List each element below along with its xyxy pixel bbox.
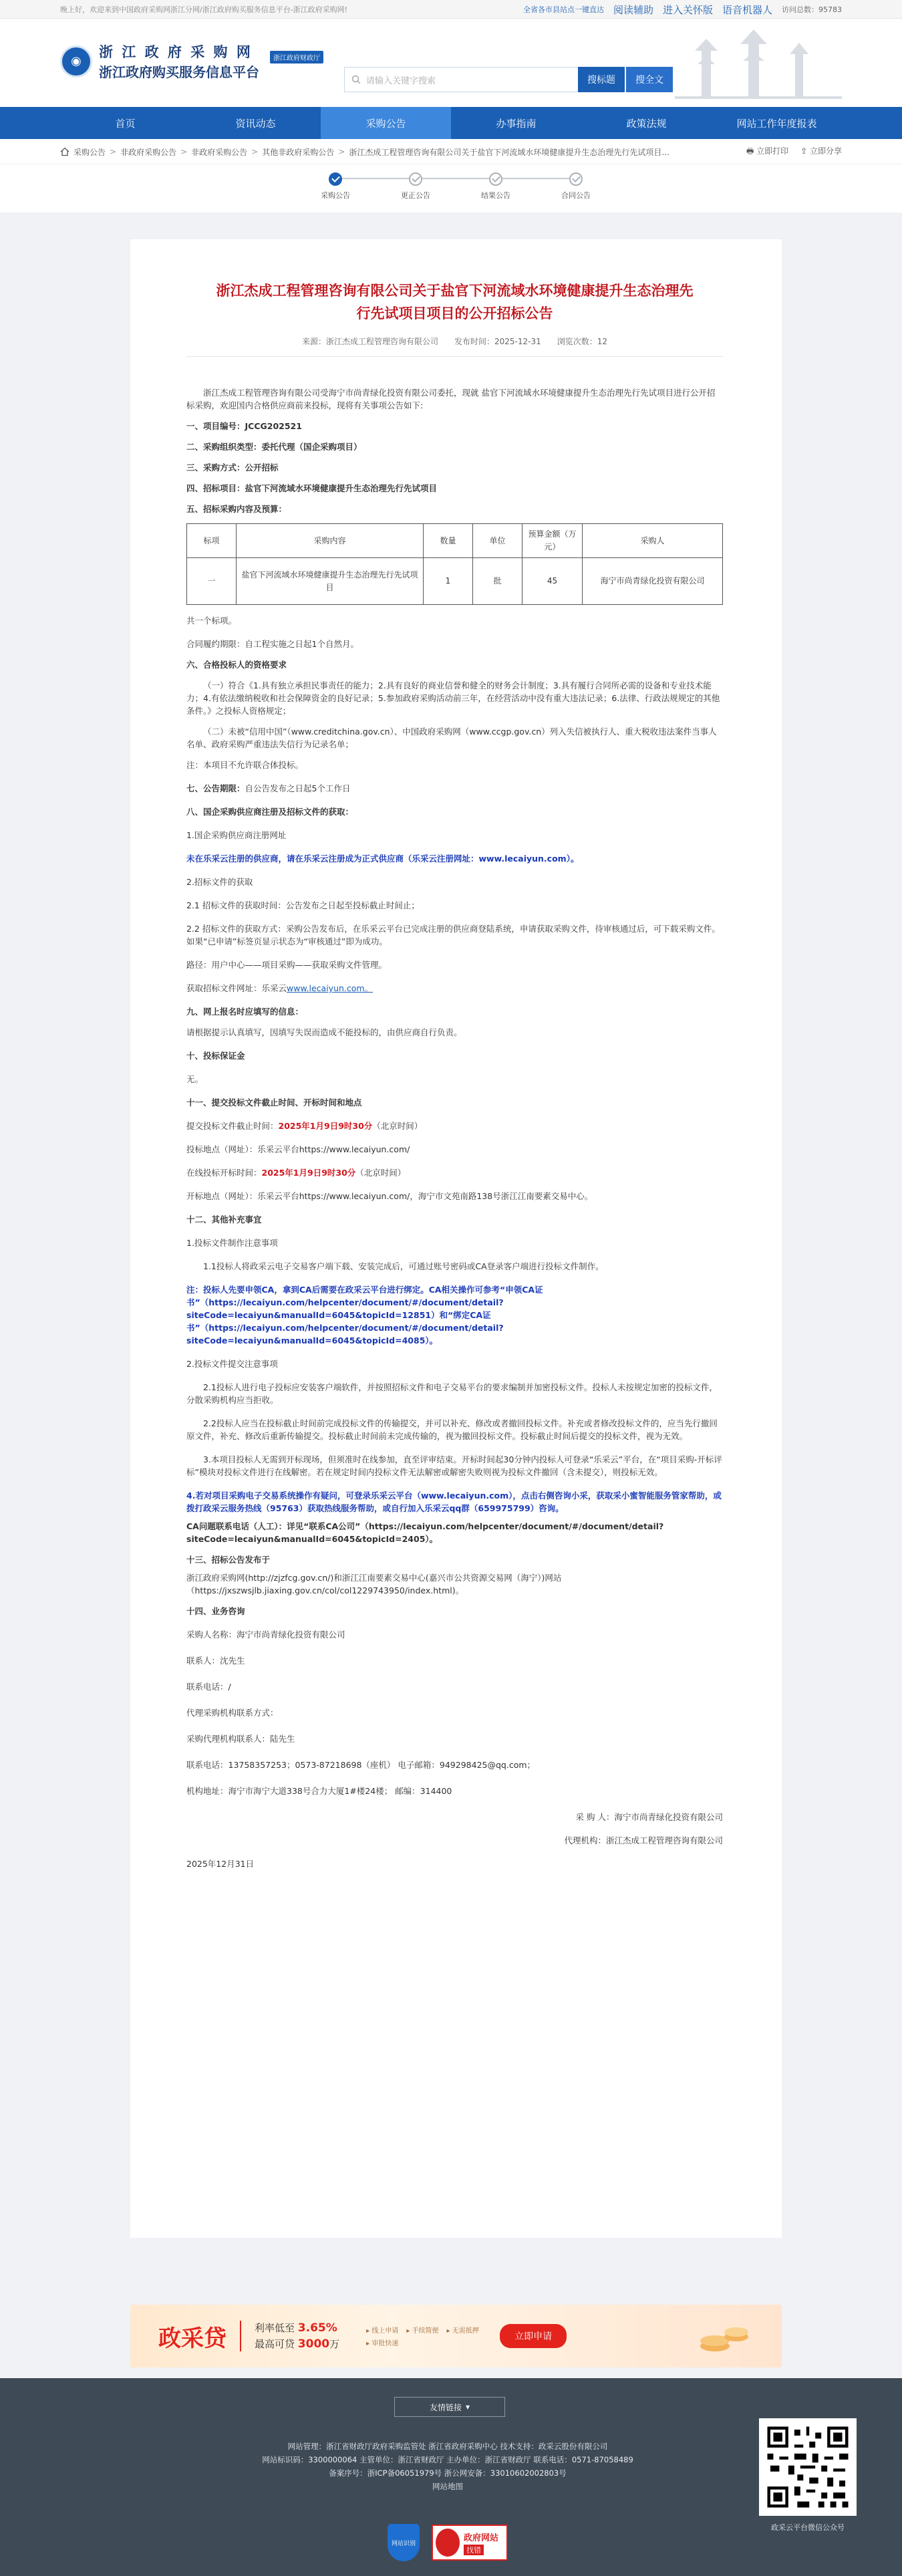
crumb-item[interactable]: 非政府采购公告 bbox=[191, 147, 248, 157]
ca-note[interactable]: 注：投标人先要申领CA，拿到CA后需要在政采云平台进行绑定。CA相关操作可参考“申领CA证书”（https://lecaiyun.com/helpcenter/document/#/document/detail?siteCode=lecaiyun&manualId=6045&topicId=12851）和“绑定CA证书”（https://lecaiyun.com/helpcenter/document/#/document/detail?siteCode=lecaiyun&manualId=6045&topicId=4085）。 bbox=[186, 1285, 543, 1345]
signature-agency: 代理机构：浙江杰成工程管理咨询有限公司 bbox=[564, 1835, 723, 1845]
search-title-button[interactable]: 搜标题 bbox=[578, 67, 625, 92]
visit-counter: 访问总数：95783 bbox=[782, 5, 842, 14]
intro: 浙江杰成工程管理咨询有限公司受海宁市尚青绿化投资有限公司委托，现就 盐官下河流域水环境健康提升生态治理先行先试项目进行公开招标采购，欢迎国内合格供应商前来投标，现将有关事项公告如下: bbox=[186, 388, 716, 410]
logo-tag: 浙江政府财政厅 bbox=[270, 51, 323, 63]
step-procurement[interactable]: 采购公告 bbox=[309, 172, 362, 201]
nav-news[interactable]: 资讯动态 bbox=[235, 117, 276, 130]
table-header: 预算金额（万元） bbox=[522, 524, 583, 558]
footer-badges bbox=[388, 2524, 508, 2561]
banner-features: ▸ 线上申请 ▸ 手续简便 ▸ 无需抵押 ▸ 审批快速 bbox=[366, 2327, 479, 2347]
apply-now-button[interactable]: 立即申请 bbox=[500, 2324, 567, 2348]
budget-table bbox=[186, 523, 723, 605]
footer-info: 网站管理：浙江省财政厅政府采购监管处 浙江省政府采购中心 技术支持：政采云股份有限公司 网站标识码：3300000064 主管单位：浙江省财政厅 主办单位：浙江省财政厅 联系电话：0571-87058489 备案序号：浙ICP备06051979号 浙公网安备：33010602002803号 网站地图 bbox=[134, 2440, 762, 2493]
nav-home[interactable]: 首页 bbox=[115, 117, 136, 130]
lecaiyun-link[interactable]: www.lecaiyun.com。 bbox=[287, 983, 373, 993]
pagoda-decoration-icon bbox=[675, 24, 842, 104]
deadline-time: 2025年1月9日9时30分 bbox=[278, 1121, 373, 1131]
search-fulltext-button[interactable]: 搜全文 bbox=[626, 67, 673, 92]
nav-annual-report[interactable]: 网站工作年度报表 bbox=[736, 117, 817, 130]
view-count: 浏览次数：12 bbox=[557, 337, 608, 346]
page-title: 浙江杰成工程管理咨询有限公司关于盐官下河流域水环境健康提升生态治理先行先试项目项目的公开招标公告 bbox=[216, 283, 694, 321]
banner-rates: 利率低至 3.65% 最高可贷 3000万 bbox=[255, 2321, 340, 2351]
step-correction[interactable]: 更正公告 bbox=[389, 172, 442, 201]
table-row: 一 盐官下河流域水环境健康提升生态治理先行先试项目 1 批 45 海宁市尚青绿化投资有限公司 bbox=[187, 558, 723, 605]
banner-brand: 政采贷 bbox=[158, 2325, 227, 2352]
friend-links-dropdown[interactable]: 友情链接 ▾ bbox=[394, 2397, 505, 2417]
table-header: 采购内容 bbox=[237, 524, 424, 558]
breadcrumb: 采购公告 > 非政府采购公告 > 非政府采购公告 > 其他非政府采购公告 > 浙江杰成工程管理咨询有限公司关于盐官下河流域水环境健康提升生态治理先行先试项目... 🖶 立即打印 ⇪ 立即分享 bbox=[0, 139, 902, 164]
table-header: 标项 bbox=[187, 524, 237, 558]
logo-title: 浙 江 政 府 采 购 网 bbox=[99, 43, 253, 60]
chevron-down-icon: ▾ bbox=[465, 2402, 470, 2412]
table-header: 单位 bbox=[473, 524, 522, 558]
notice-progress-steps bbox=[0, 164, 902, 213]
check-icon bbox=[489, 172, 502, 186]
check-icon bbox=[569, 172, 583, 186]
publish-time: 发布时间：2025-12-31 bbox=[454, 337, 541, 346]
loan-banner[interactable] bbox=[130, 2305, 782, 2367]
opening-time: 2025年1月9日9时30分 bbox=[261, 1168, 356, 1178]
topbar bbox=[0, 0, 902, 19]
nav-procurement-notices[interactable]: 采购公告 bbox=[321, 107, 451, 139]
home-icon bbox=[60, 147, 69, 156]
site-logo[interactable] bbox=[60, 41, 323, 81]
check-icon bbox=[409, 172, 422, 186]
search-input[interactable]: 请输入关键字搜索 bbox=[344, 67, 578, 92]
footer bbox=[0, 2378, 902, 2576]
article-source: 来源：浙江杰成工程管理咨询有限公司 bbox=[301, 337, 438, 346]
notice-date: 2025年12月31日 bbox=[186, 1859, 255, 1869]
nav-guide[interactable]: 办事指南 bbox=[496, 117, 537, 130]
all-sites-link[interactable]: 全省各市县站点一键直达 bbox=[522, 5, 604, 14]
crumb-current: 浙江杰成工程管理咨询有限公司关于盐官下河流域水环境健康提升生态治理先行先试项目... bbox=[349, 147, 669, 157]
sitemap-link[interactable]: 网站地图 bbox=[432, 2482, 463, 2491]
coins-icon bbox=[695, 2313, 755, 2359]
crumb-item[interactable]: 非政府采购公告 bbox=[120, 147, 177, 157]
check-icon bbox=[329, 172, 342, 186]
header bbox=[0, 19, 902, 107]
site-id-badge-icon[interactable]: 网站识别 bbox=[388, 2524, 420, 2561]
gov-site-error-report-badge[interactable]: 政府网站 找错 bbox=[432, 2525, 508, 2561]
care-mode-link[interactable]: 进入关怀版 bbox=[662, 3, 713, 16]
crumb-item[interactable]: 采购公告 bbox=[73, 147, 106, 157]
search-icon bbox=[351, 75, 361, 84]
emblem-icon: ◉ bbox=[60, 45, 92, 78]
main-nav bbox=[0, 107, 902, 139]
article bbox=[130, 239, 782, 2238]
voice-robot-link[interactable]: 语音机器人 bbox=[722, 3, 772, 16]
step-result[interactable]: 结果公告 bbox=[469, 172, 522, 201]
qr-code-icon bbox=[759, 2418, 857, 2516]
step-contract[interactable]: 合同公告 bbox=[549, 172, 603, 201]
welcome-text: 晚上好，欢迎来到中国政府采购网浙江分网/浙江政府购买服务信息平台-浙江政府采购网! bbox=[60, 5, 348, 14]
nav-policy[interactable]: 政策法规 bbox=[626, 117, 667, 130]
share-button[interactable]: ⇪ 立即分享 bbox=[800, 146, 842, 156]
table-header: 数量 bbox=[424, 524, 473, 558]
search-bar bbox=[344, 67, 673, 92]
ca-contact[interactable]: CA问题联系电话（人工）：详见“联系CA公司”（https://lecaiyun.com/helpcenter/document/#/document/detail?siteCode=lecaiyun&manualId=6045&topicId=2405）。 bbox=[186, 1521, 664, 1544]
national-emblem-icon bbox=[436, 2529, 460, 2557]
article-body: 浙江杰成工程管理咨询有限公司受海宁市尚青绿化投资有限公司委托，现就 盐官下河流域水环境健康提升生态治理先行先试项目进行公开招标采购，欢迎国内合格供应商前来投标，现将有关事项公告如下: 一、项目编号：JCCG202521 二、采购组织类型：委托代理（国企采购项目） 三、采购方式：公开招标 四、招标项目：盐官下河流域水环境健康提升生态治理先行先试项目 五、招标采购内容及预算： 标项 采购内容 数量 单位 预算金额（万元） 采购人 一 盐官下河流域水环境健康提升生态治理先行先试项目 1 批 45 海宁市尚青绿化投资有限公司 共一个标项。 合同履约期限：自工程实施之日起1个自然月。 六、合格投标人的资格要求 （一）符合《1.具有独立承担民事责任的能力；2.具有良好的商业信誉和健全的财务会计制度；3.具有履行合同所必需的设备和专业技术能力；4.有依法缴纳税收和社会保障资金的良好记录；5.参加政府采购活动前三年，在经营活动中没有重大违法记录；6.法律、行政法规规定的其他条件。》之投标人资格规定； （二）未被“信用中国”（www.creditchina.gov.cn）、中国政府采购网（www.ccgp.gov.cn）列入失信被执行人、重大税收违法案件当事人名单、政府采购严重违法失信行为记录名单； 注：本项目不允许联合体投标。 七、公告期限：自公告发布之日起5个工作日 八、国企采购供应商注册及招标文件的获取： 1.国企采购供应商注册网址 未在乐采云注册的供应商，请在乐采云注册成为正式供应商（乐采云注册网址：www.lecaiyun.com）。 2.招标文件的获取 2.1 招标文件的获取时间：公告发布之日起至投标截止时间止； 2.2 招标文件的获取方式：采购公告发布后，在乐采云平台已完成注册的供应商登陆系统，申请获取采购文件，待审核通过后，可下载采购文件。如果“已申请”标签页显示状态为“审核通过”即为成功。 路径：用户中心——项目采购——获取采购文件管理。 获取招标文件网址：乐采云www.lecaiyun.com。 九、网上报名时应填写的信息： 请根据提示认真填写，因填写失误而造成不能投标的，由供应商自行负责。 十、投标保证金 无。 十一、提交投标文件截止时间、开标时间和地点 提交投标文件截止时间：2025年1月9日9时30分（北京时间） 投标地点（网址）：乐采云平台https://www.lecaiyun.com/ 在线投标开标时间：2025年1月9日9时30分（北京时间） 开标地点（网址）：乐采云平台https://www.lecaiyun.com/，海宁市文苑南路138号浙江江南要素交易中心。 十二、其他补充事宜 1.投标文件制作注意事项 1.1投标人将政采云电子交易客户端下载、安装完成后，可通过账号密码或CA登录客户端进行投标文件制作。 注：投标人先要申领CA，拿到CA后需要在政采云平台进行绑定。CA相关操作可参考“申领CA证书”（https://lecaiyun.com/helpcenter/document/#/document/detail?siteCode=lecaiyun&manualId=6045&topicId=12851）和“绑定CA证书”（https://lecaiyun.com/helpcenter/document/#/document/detail?siteCode=lecaiyun&manualId=6045&topicId=4085）。 2.投标文件提交注意事项 2.1投标人进行电子投标应安装客户端软件，并按照招标文件和电子交易平台的要求编制并加密投标文件。投标人未按规定加密的投标文件，分散采购机构应当拒收。 2.2投标人应当在投标截止时间前完成投标文件的传输提交，并可以补充、修改或者撤回投标文件。补充或者修改投标文件的，应当先行撤回原文件，补充、修改后重新传输提交。投标截止时间前未完成传输的，视为撤回投标文件。投标截止时间后提交的投标文件，视为无效。 3.本项目投标人无需到开标现场，但须准时在线参加，直至评审结束。开标时间起30分钟内投标人可登录“乐采云”平台，在“项目采购-开标评标”模块对投标文件进行在线解密。若在规定时间内投标文件无法解密或解密失败则视为投标文件撤回（含未提交），则投标无效。 4.若对项目采购电子交易系统操作有疑问，可登录乐采云平台（www.lecaiyun.com），点击右侧咨询小采，获取采小蜜智能服务管家帮助，或拨打政采云服务热线（95763）获取热线服务帮助，或自行加入乐采云qq群（659975799）咨询。 CA问题联系电话（人工）：详见“联系CA公司”（https://lecaiyun.com/helpcenter/document/#/document/detail?siteCode=lecaiyun&manualId=6045&topicId=2405）。 十三、招标公告发布于 浙江政府采购网(http://zjzfcg.gov.cn/)和浙江江南要素交易中心(嘉兴市公共资源交易网（海宁）)网站（https://jxszwsjlb.jiaxing.gov.cn/col/col1229743950/index.html)。 十四、业务咨询 采购人名称：海宁市尚青绿化投资有限公司 联系人：沈先生 联系电话：/ 代理采购机构联系方式： 采购代理机构联系人：陆先生 联系电话：13758357253；0573-87218698（座机） 电子邮箱：949298425@qq.com； 机构地址：海宁市海宁大道338号合力大厦1#楼24楼； 邮编：314400 采 购 人：海宁市尚青绿化投资有限公司 代理机构：浙江杰成工程管理咨询有限公司 2025年12月31日 bbox=[186, 388, 723, 1869]
reading-aid-link[interactable]: 阅读辅助 bbox=[613, 3, 653, 16]
signature-buyer: 采 购 人：海宁市尚青绿化投资有限公司 bbox=[575, 1812, 723, 1822]
steps-track bbox=[335, 178, 577, 179]
wechat-qr: 政采云平台微信公众号 bbox=[759, 2418, 857, 2533]
article-meta bbox=[186, 336, 723, 357]
registration-note[interactable]: 未在乐采云注册的供应商，请在乐采云注册成为正式供应商（乐采云注册网址：www.lecaiyun.com）。 bbox=[186, 854, 579, 864]
crumb-item[interactable]: 其他非政府采购公告 bbox=[262, 147, 335, 157]
table-header: 采购人 bbox=[583, 524, 723, 558]
logo-subtitle: 浙江政府购买服务信息平台 bbox=[99, 64, 259, 80]
print-button[interactable]: 🖶 立即打印 bbox=[746, 146, 789, 156]
